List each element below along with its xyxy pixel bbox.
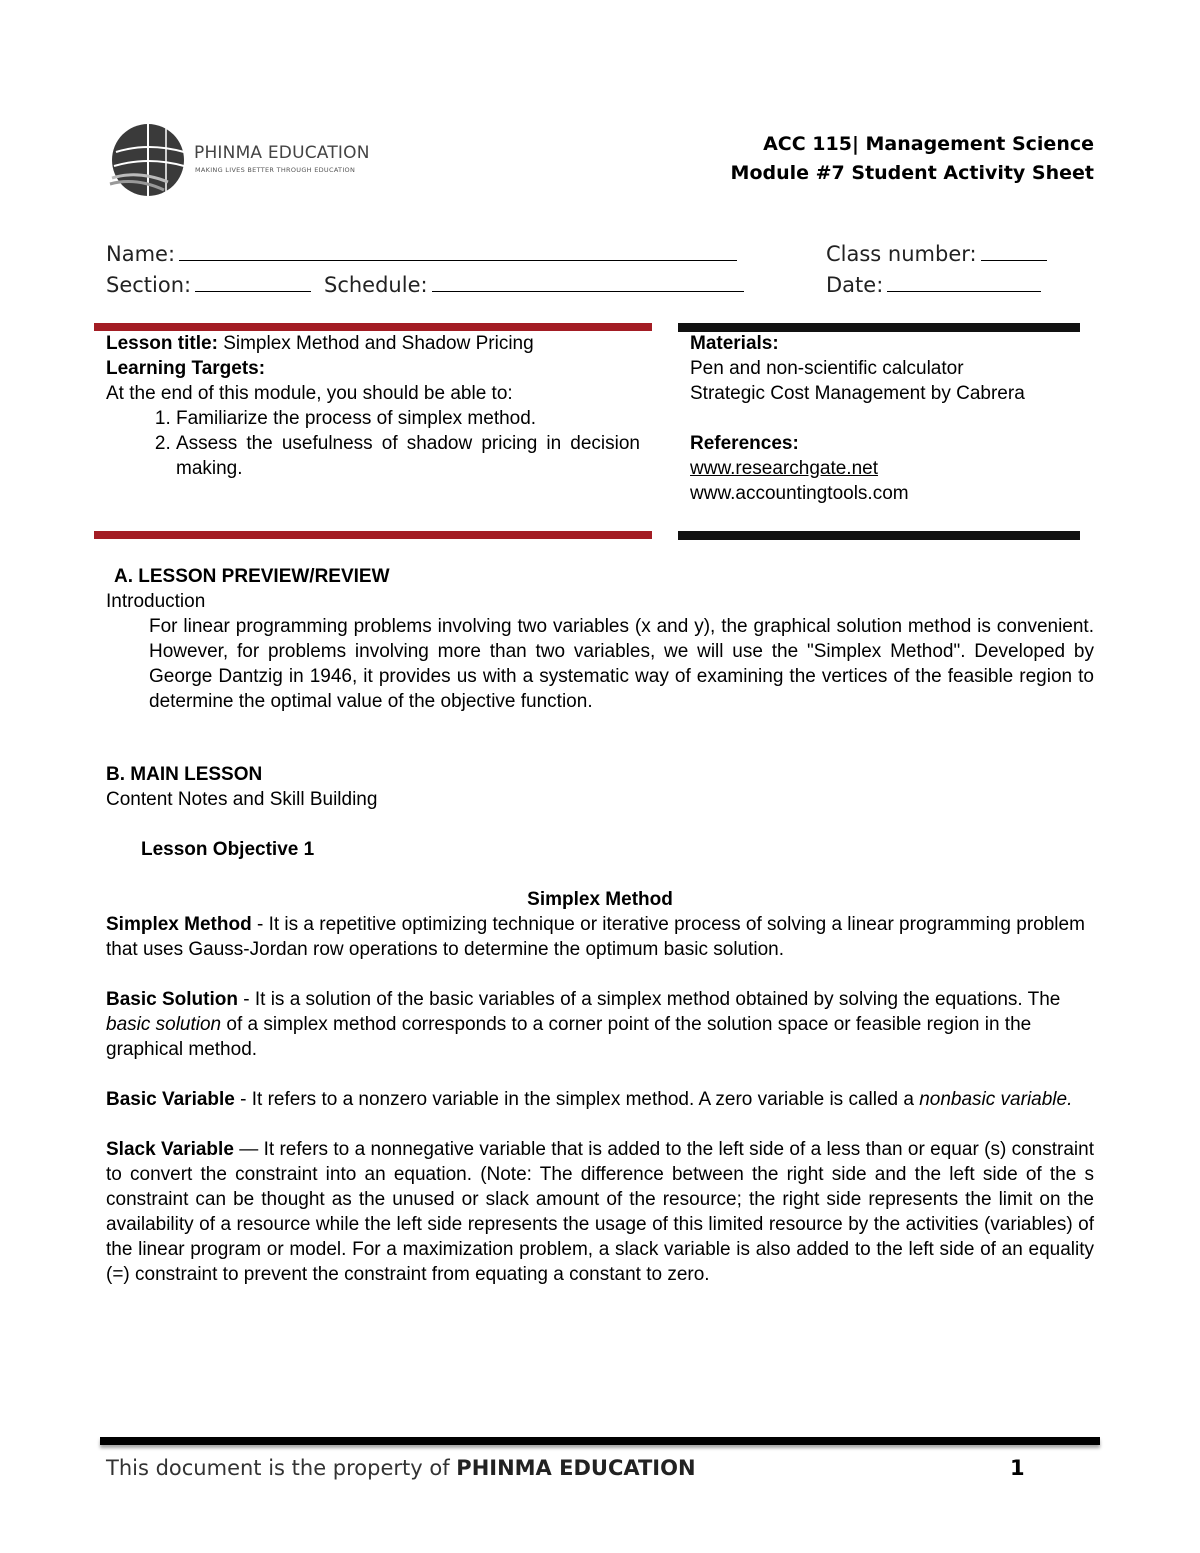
section-a-heading: A. LESSON PREVIEW/REVIEW	[114, 566, 390, 587]
module-title: Module #7 Student Activity Sheet	[730, 162, 1094, 184]
class-number-field	[826, 240, 1047, 266]
name-blank[interactable]	[179, 240, 737, 261]
class-number-blank[interactable]	[981, 240, 1047, 261]
material-item: Strategic Cost Management by Cabrera	[690, 383, 1025, 404]
definition-term: Basic Variable	[106, 1089, 235, 1110]
lesson-objective: Lesson Objective 1	[141, 839, 315, 860]
section-a-subheading: Introduction	[106, 591, 206, 612]
reference-link[interactable]: www.researchgate.net	[690, 458, 878, 479]
schedule-field	[324, 271, 744, 297]
schedule-blank[interactable]	[432, 271, 744, 292]
left-box-bottom-bar	[94, 531, 652, 539]
targets-label: Learning Targets:	[106, 358, 266, 379]
date-label: Date:	[826, 273, 884, 297]
name-label: Name:	[106, 242, 176, 266]
section-a	[106, 564, 1094, 714]
footer-owner: PHINMA EDUCATION	[456, 1456, 696, 1480]
definition-basic-solution: Basic Solution - It is a solution of the basic variables of a simplex method obtained by solving the equations. The basic solution of a simplex method corresponds to a corner point of the solution space or feasible region in the graphical method.	[106, 989, 1061, 1060]
simplex-title: Simplex Method	[527, 889, 673, 910]
definition-simplex-method: Simplex Method - It is a repetitive optimizing technique or iterative process of solving a linear programming problem that uses Gauss-Jordan row operations to determine the optimum basic solution.	[106, 914, 1085, 960]
course-title: ACC 115| Management Science	[763, 133, 1094, 155]
target-item: 1. Familiarize the process of simplex method.	[176, 406, 640, 431]
logo-globe-icon	[108, 122, 192, 200]
name-field	[106, 240, 737, 266]
date-blank[interactable]	[887, 271, 1041, 292]
definition-slack-variable: Slack Variable — It refers to a nonnegative variable that is added to the left side of a less than or equar (s) constraint to convert the constraint into an equation. (Note: The difference between the right side and the left side of the s constraint can be thought as the unused or slack amount of the resource; the right side represents the limit on the availability of a resource while the left side represents the usage of this limited resource by the activities (variables) of the linear program or model. For a maximization problem, a slack variable is also added to the left side of an equality (=) constraint to prevent the constraint from equating a constant to zero.	[106, 1139, 1094, 1285]
footer-bar	[100, 1437, 1100, 1445]
definition-term: Basic Solution	[106, 989, 238, 1010]
definition-term: Simplex Method	[106, 914, 252, 935]
page-number: 1	[1010, 1456, 1025, 1480]
class-number-label: Class number:	[826, 242, 977, 266]
definition-term: Slack Variable	[106, 1139, 234, 1160]
section-a-paragraph: For linear programming problems involving two variables (x and y), the graphical solution method is convenient. However, for problems involving more than two variables, we will use the "Simplex Method". Developed by George Dantzig in 1946, it provides us with a systematic way of examining the vertices of the feasible region to determine the optimal value of the objective function.	[149, 616, 1094, 712]
section-label: Section:	[106, 273, 192, 297]
reference-link[interactable]: www.accountingtools.com	[690, 483, 909, 504]
footer-text: This document is the property of PHINMA EDUCATION	[106, 1456, 696, 1480]
targets-intro: At the end of this module, you should be able to:	[106, 383, 513, 404]
section-b	[106, 762, 1094, 1287]
lesson-title: Simplex Method and Shadow Pricing	[223, 333, 534, 354]
document-header	[731, 130, 1094, 188]
materials-label: Materials:	[690, 333, 779, 354]
section-field	[106, 271, 311, 297]
target-item: 2. Assess the usefulness of shadow pricing in decision making.	[176, 431, 640, 481]
section-b-subheading: Content Notes and Skill Building	[106, 789, 378, 810]
targets-list	[106, 406, 640, 481]
logo-tagline: MAKING LIVES BETTER THROUGH EDUCATION	[195, 166, 356, 174]
date-field	[826, 271, 1041, 297]
section-blank[interactable]	[195, 271, 311, 292]
material-item: Pen and non-scientific calculator	[690, 358, 964, 379]
definition-basic-variable: Basic Variable - It refers to a nonzero variable in the simplex method. A zero variable is called a nonbasic variable.	[106, 1089, 1073, 1110]
materials-box	[690, 331, 1068, 506]
logo-name: PHINMA EDUCATION	[194, 143, 370, 163]
right-box-bottom-bar	[678, 531, 1080, 540]
left-box-top-bar	[94, 323, 652, 331]
references-label: References:	[690, 433, 799, 454]
section-b-heading: B. MAIN LESSON	[106, 764, 263, 785]
lesson-box	[106, 331, 640, 481]
schedule-label: Schedule:	[324, 273, 428, 297]
lesson-title-label: Lesson title:	[106, 333, 218, 354]
